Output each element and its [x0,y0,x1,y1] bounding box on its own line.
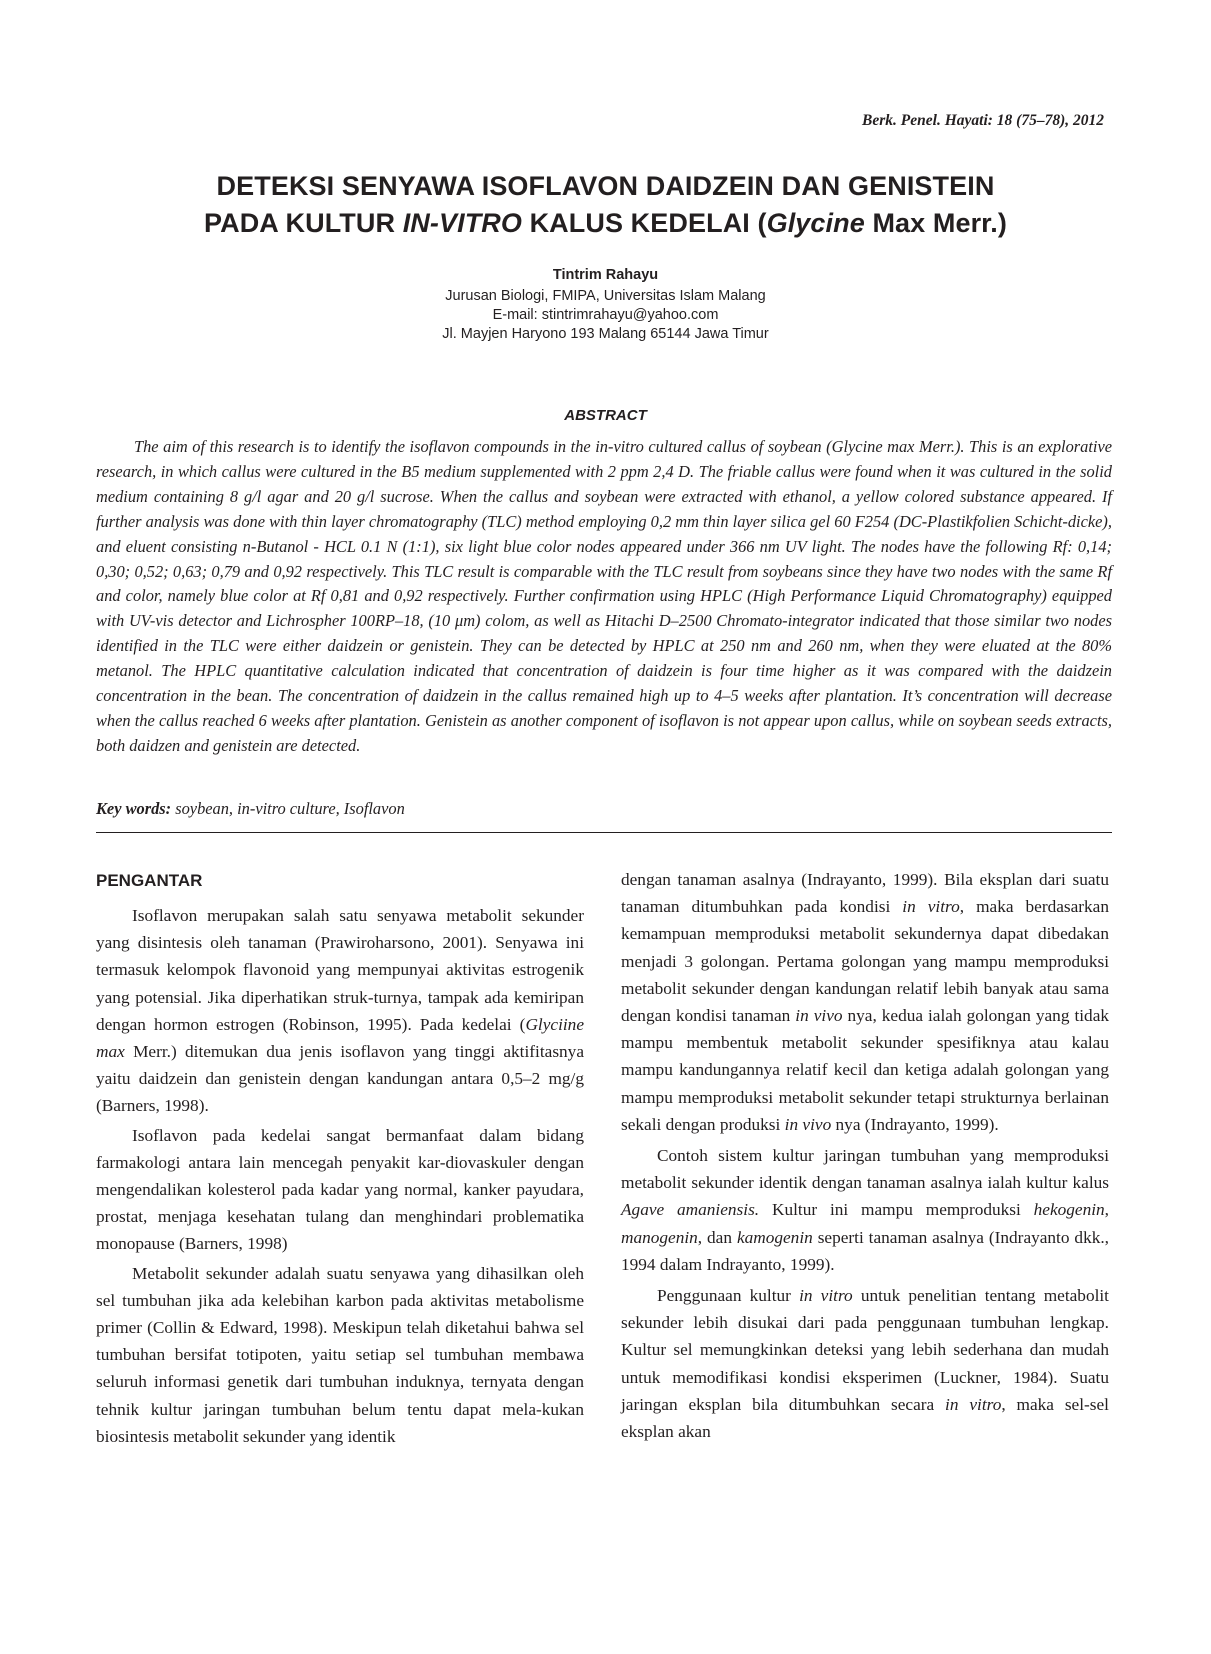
paper-title [100,168,1111,242]
text-run: nya (Indrayanto, 1999). [831,1114,999,1134]
left-column [96,864,584,1450]
keywords-value: soybean, in-vitro culture, Isoflavon [171,799,405,818]
text-run: seperti tanaman asalnya (Indrayanto dkk., 1994 dalam Indrayanto, 1999). [621,1227,1109,1274]
keywords-label: Key words: [96,799,172,818]
text-run: , maka sel-sel eksplan akan [621,1394,1109,1442]
text-run-italic: in vitro [945,1394,1002,1414]
title-part: PADA KULTUR [204,208,403,238]
text-run: , maka berdasarkan kemampuan memproduksi metabolit sekundernya dapat dibedakan menjadi 3 golongan. Pertama golongan yang mampu memproduksi metabolit sekunder dengan kandungan relatif lebih banyak atau sama dengan kondisi tanaman [621,897,1109,1026]
paragraph: Isoflavon pada kedelai sangat bermanfaat dalam bidang farmakologi antara lain mencegah penyakit kar-diovaskuler dengan mengendalikan kolesterol pada kadar yang normal, kanker payudara, prostat, menjaga kesehatan tulang dan menghindari problematika monopause (Barners, 1998) [96,1125,584,1254]
text-run: nya, kedua ialah golongan yang tidak mampu membentuk metabolit sekunder spesifiknya atau kalau mampu kandungannya relatif kecil dan ketiga adalah golongan yang mampu memproduksi metabolit sekunder tetapi strukturnya berlainan sekali dengan produksi [621,1006,1110,1134]
section-divider [96,832,1112,833]
paragraph [96,902,584,1120]
paragraph [621,866,1109,1138]
keywords [96,799,405,819]
paragraph: Metabolit sekunder adalah suatu senyawa yang dihasilkan oleh sel tumbuhan jika ada kelebihan karbon pada aktivitas metabolisme primer (Collin & Edward, 1998). Meskipun telah diketahui bahwa sel tumbuhan bersifat totipoten, yaitu setiap sel tumbuhan membawa seluruh informasi genetik dari tumbuhan induknya, ternyata dengan tehnik kultur jaringan tumbuhan belum tentu dapat mela-kukan biosintesis metabolit sekunder yang identik [96,1263,584,1446]
abstract-body: The aim of this research is to identify the isoflavon compounds in the in-vitro cultured callus of soybean (Glycine max Merr.). This is an explorative research, in which callus were cultured in the B5 medium supplemented with 2 ppm 2,4 D. The friable callus were found when it was cultured in the solid medium containing 8 g/l agar and 20 g/l sucrose. When the callus and soybean were extracted with ethanol, a yellow colored substance appeared. If further analysis was done with thin layer chromatography (TLC) method employing 0,2 mm thin layer silica gel 60 F254 (DC-Plastikfolien Schicht-dicke), and eluent consisting n-Butanol - HCL 0.1 N (1:1), six light blue color nodes appeared under 366 nm UV light. The nodes have the following Rf: 0,14; 0,30; 0,52; 0,63; 0,79 and 0,92 respectively. This TLC result is comparable with the TLC result from soybeans since they have two nodes with the same Rf and color, namely blue color at Rf 0,81 and 0,92 respectively. Further confirmation using HPLC (High Performance Liquid Chromatography) equipped with UV-vis detector and Lichrospher 100RP–18, (10 μm) colom, as well as Hitachi D–2500 Chromato-integrator indicated that those similar two nodes identified in the TLC were either daidzein or genistein. They can be detected by HPLC at 250 nm and 260 nm, when they were eluated at the 80% metanol. The HPLC quantitative calculation indicated that concentration of daidzein is four time higher as it was compared with the daidzein concentration in the bean. The concentration of daidzein in the callus remained high up to 4–5 weeks after plantation. It’s concentration will decrease when the callus reached 6 weeks after plantation. Genistein as another component of isoflavon is not appear upon callus, while on soybean seeds extracts, both daidzen and genistein are detected. [96,437,1112,755]
text-run: untuk penelitian tentang metabolit sekunder lebih disukai dari pada penggunaan tumbuhan lengkap. Kultur sel memungkinkan deteksi yang lebih sederhana dan mudah untuk memodifikasi kondisi eksperimen (Luckner, 1984). Suatu jaringan eksplan bila ditumbuhkan secara [621,1286,1109,1414]
title-line-1: DETEKSI SENYAWA ISOFLAVON DAIDZEIN DAN GENISTEIN [216,171,995,201]
text-run-italic: in vitro [902,897,960,917]
text-run: dengan tanaman asalnya (Indrayanto, 1999). Bila eksplan dari suatu tanaman ditumbuhkan pada kondisi [621,870,1109,917]
text-run: , dan [697,1227,737,1247]
text-run: Penggunaan kultur [657,1286,800,1306]
author-block [200,266,1011,344]
text-run: Contoh sistem kultur jaringan tumbuhan yang memproduksi metabolit sekunder identik dengan tanaman asalnya ialah kultur kalus [621,1146,1109,1193]
text-run: Kultur ini mampu memproduksi [759,1200,1034,1220]
author-affiliation: Jurusan Biologi, FMIPA, Universitas Islam Malang [445,288,766,304]
title-part: Max Merr.) [864,208,1007,238]
title-part-italic: IN-VITRO [402,208,522,238]
right-column [621,866,1109,1445]
text-run-italic: manogenin [621,1227,698,1247]
author-email: E-mail: stintrimrahayu@yahoo.com [492,307,719,323]
text-run: Merr.) ditemukan dua jenis isoflavon yang tinggi aktifitasnya yaitu daidzein dan genistein dengan kandungan antara 0,5–2 mg/g (Barners, 1998). [96,1042,584,1116]
text-run-italic: in vivo [795,1006,843,1026]
title-line-2 [100,205,1111,242]
text-run-italic: in vivo [784,1114,832,1134]
text-run-italic: Glyciine max [96,1014,584,1062]
author-name: Tintrim Rahayu [552,267,659,283]
paragraph [621,1142,1109,1278]
journal-reference: Berk. Penel. Hayati: 18 (75–78), 2012 [862,112,1104,129]
title-part: KALUS KEDELAI ( [521,208,767,238]
author-address: Jl. Mayjen Haryono 193 Malang 65144 Jawa Timur [442,326,769,342]
text-run-italic: Agave amaniensis. [621,1200,760,1220]
text-run: Isoflavon merupakan salah satu senyawa metabolit sekunder yang disintesis oleh tanaman (Prawiroharsono, 2001). Senyawa ini termasuk kelompok flavonoid yang mempunyai aktivitas estrogenik yang potensial. Jika diperhatikan struk-turnya, tampak ada kemiripan dengan hormon estrogen (Robinson, 1995). Pada kedelai ( [96,906,584,1034]
abstract-heading: ABSTRACT [564,407,647,424]
text-run-italic: kamogenin [736,1227,813,1247]
text-run: , [1104,1200,1109,1220]
text-run-italic: in vitro [799,1286,853,1306]
title-part-italic: Glycine [766,208,865,238]
paragraph [621,1282,1109,1445]
text-run-italic: hekogenin [1033,1200,1105,1220]
section-heading: PENGANTAR [96,871,203,890]
